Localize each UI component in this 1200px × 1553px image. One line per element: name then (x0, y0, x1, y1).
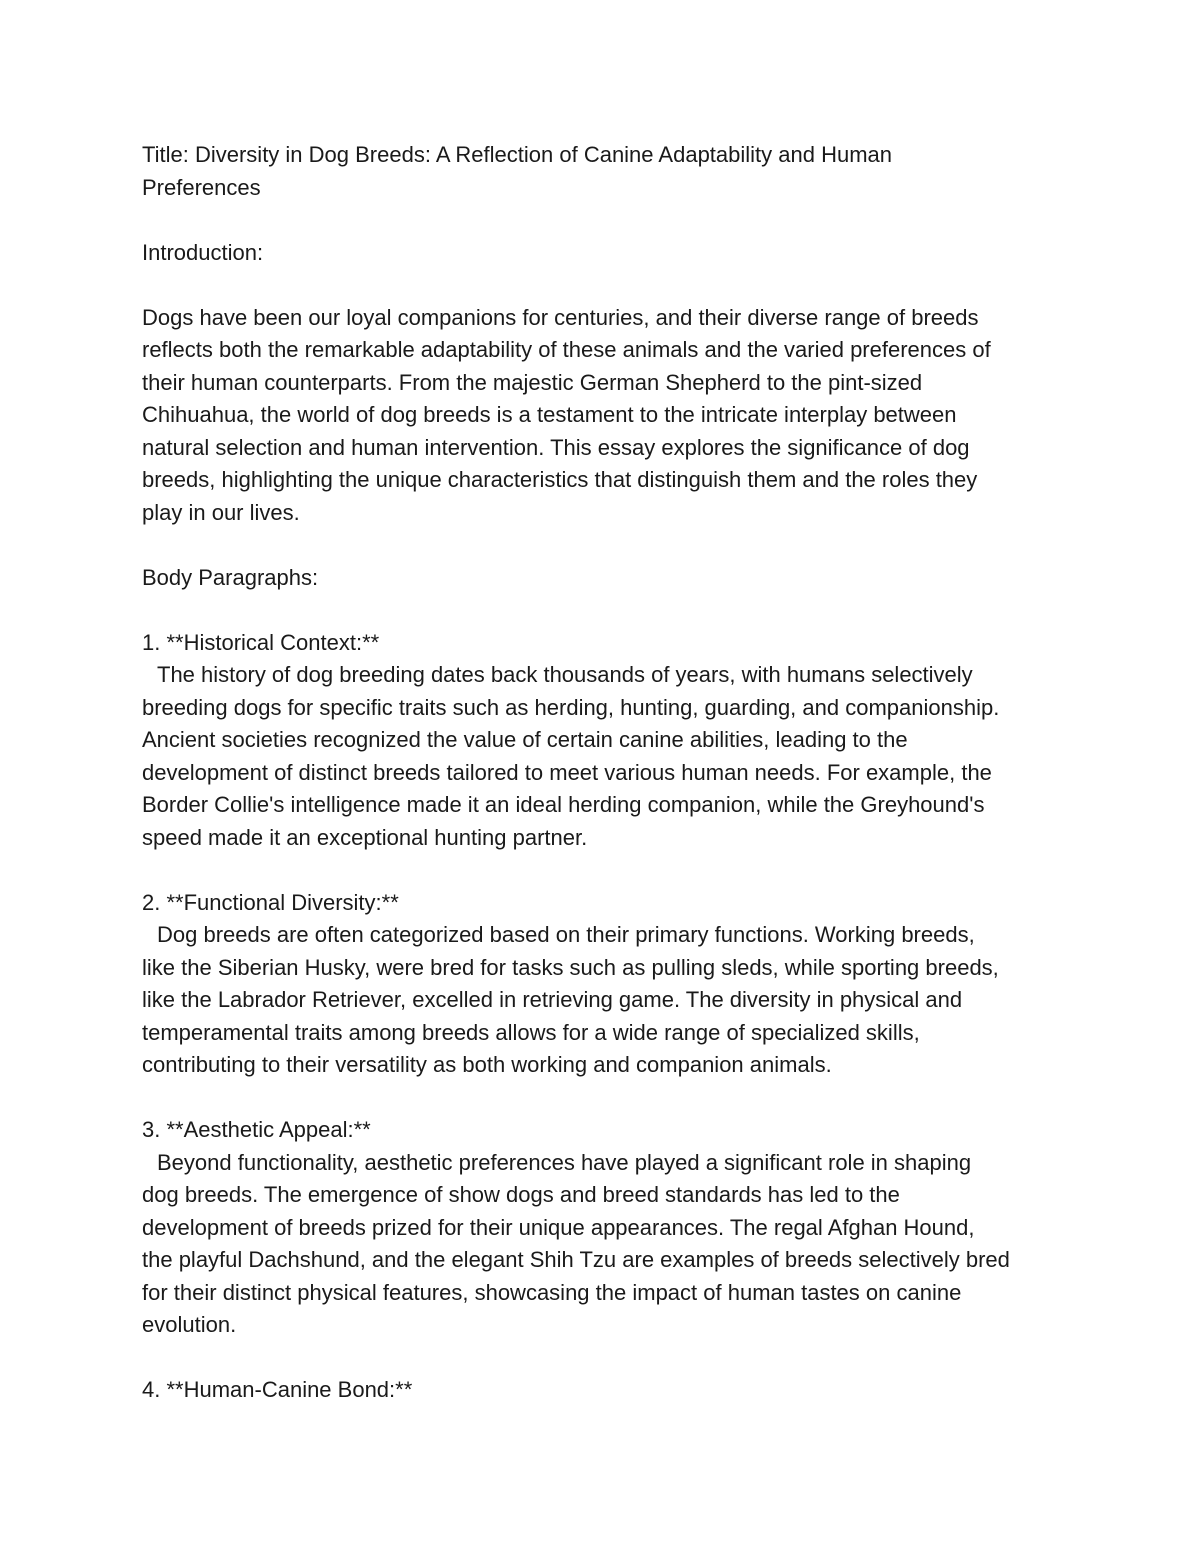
section-historical-context (142, 627, 1082, 855)
text-line: Dogs have been our loyal companions for centuries, and their diverse range of breeds (142, 304, 979, 330)
text-line: reflects both the remarkable adaptability of these animals and the varied preferences of (142, 337, 991, 362)
text-line: development of distinct breeds tailored to meet various human needs. For example, the (142, 759, 992, 785)
section-heading: 3. **Aesthetic Appeal:** (142, 1117, 371, 1142)
text-line: Ancient societies recognized the value of certain canine abilities, leading to the (142, 727, 908, 752)
text-line: temperamental traits among breeds allows for a wide range of specialized skills, (142, 1019, 920, 1045)
text-line: play in our lives. (142, 499, 300, 525)
body-heading: Body Paragraphs: (142, 564, 319, 590)
text-line: evolution. (142, 1312, 237, 1337)
text-line: breeding dogs for specific traits such as herding, hunting, guarding, and companionship. (142, 694, 1000, 720)
text-line: Beyond functionality, aesthetic preferences have played a significant role in shaping (157, 1149, 972, 1175)
text-line: dog breeds. The emergence of show dogs and breed standards has led to the (142, 1182, 900, 1207)
section-human-canine-bond (142, 1374, 1082, 1407)
text-line: development of breeds prized for their unique appearances. The regal Afghan Hound, (142, 1214, 975, 1240)
document-title (142, 139, 1082, 204)
title-line: Title: Diversity in Dog Breeds: A Reflection of Canine Adaptability and Human (142, 142, 893, 167)
section-heading: 1. **Historical Context:** (142, 629, 380, 655)
section-heading: 4. **Human-Canine Bond:** (142, 1377, 413, 1402)
text-line: breeds, highlighting the unique characteristics that distinguish them and the roles they (142, 467, 978, 492)
text-line: for their distinct physical features, showcasing the impact of human tastes on canine (142, 1279, 962, 1305)
text-line: like the Labrador Retriever, excelled in retrieving game. The diversity in physical and (142, 987, 963, 1012)
intro-heading: Introduction: (142, 239, 264, 265)
text-line: like the Siberian Husky, were bred for tasks such as pulling sleds, while sporting breeds, (142, 954, 999, 980)
document-body (142, 139, 1082, 1439)
text-line: speed made it an exceptional hunting partner. (142, 824, 588, 850)
text-line: natural selection and human intervention. This essay explores the significance of dog (142, 434, 970, 460)
section-functional-diversity (142, 887, 1082, 1082)
intro-paragraph (142, 302, 1082, 530)
text-line: contributing to their versatility as both working and companion animals. (142, 1052, 832, 1077)
text-line: Dog breeds are often categorized based on their primary functions. Working breeds, (157, 922, 975, 947)
text-line: Chihuahua, the world of dog breeds is a testament to the intricate interplay between (142, 402, 957, 427)
text-line: their human counterparts. From the majestic German Shepherd to the pint-sized (142, 369, 923, 395)
text-line: Border Collie's intelligence made it an ideal herding companion, while the Greyhound's (142, 792, 985, 817)
section-aesthetic-appeal (142, 1114, 1082, 1342)
title-line: Preferences (142, 174, 261, 200)
text-line: The history of dog breeding dates back thousands of years, with humans selectively (157, 662, 973, 687)
text-line: the playful Dachshund, and the elegant Shih Tzu are examples of breeds selectively bred (142, 1247, 1010, 1272)
section-heading: 2. **Functional Diversity:** (142, 889, 399, 915)
